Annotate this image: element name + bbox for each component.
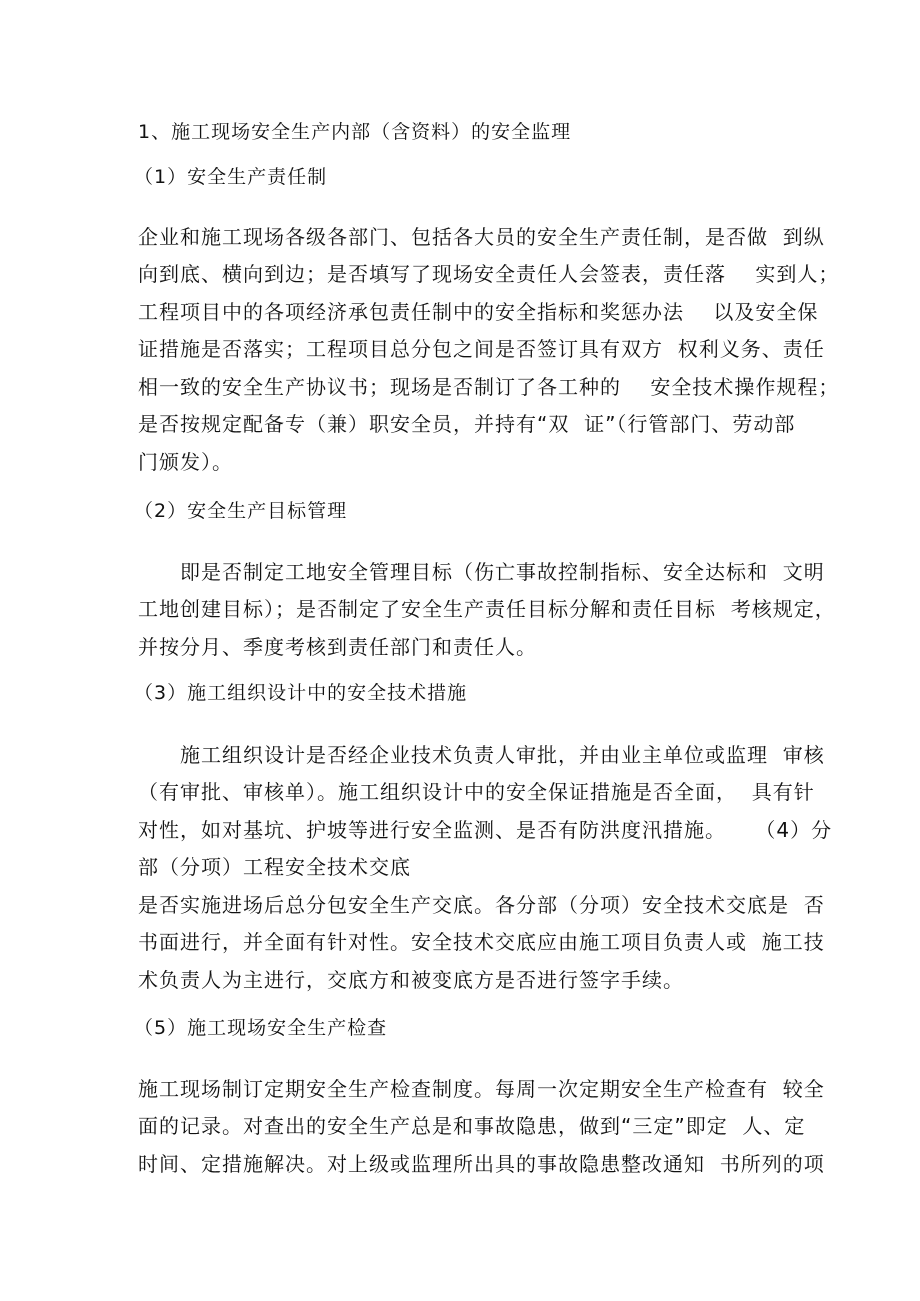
subsection-heading-3: （3）施工组织设计中的安全技术措施 bbox=[134, 682, 468, 704]
paragraph-line: 对性，如对基坑、护坡等进行安全监测、是否有防洪度汛措施。 （4）分 bbox=[138, 818, 833, 842]
paragraph-line: 施工组织设计是否经企业技术负责人审批，并由业主单位或监理 审核 bbox=[180, 743, 825, 767]
paragraph-line: 并按分月、季度考核到责任部门和责任人。 bbox=[138, 635, 537, 659]
subsection-heading-2: （2）安全生产目标管理 bbox=[134, 500, 348, 522]
paragraph-line: 部（分项）工程安全技术交底 bbox=[138, 855, 411, 879]
paragraph-line: 即是否制定工地安全管理目标（伤亡事故控制指标、安全达标和 文明 bbox=[180, 560, 825, 584]
paragraph-line: 施工现场制订定期安全生产检查制度。每周一次定期安全生产检查有 较全 bbox=[138, 1077, 825, 1101]
paragraph-line: （有审批、审核单）。施工组织设计中的安全保证措施是否全面， 具有针 bbox=[138, 780, 815, 804]
paragraph-line: 是否实施进场后总分包安全生产交底。各分部（分项）安全技术交底是 否 bbox=[138, 893, 825, 917]
paragraph-line: 门颁发）。 bbox=[138, 450, 233, 474]
subsection-heading-1: （1）安全生产责任制 bbox=[134, 166, 328, 188]
paragraph-line: 企业和施工现场各级各部门、包括各大员的安全生产责任制，是否做 到纵 bbox=[138, 225, 825, 249]
paragraph-line: 向到底、横向到边；是否填写了现场安全责任人会签表，责任落 实到人； bbox=[138, 262, 840, 286]
paragraph-line: 工地创建目标）；是否制定了安全生产责任目标分解和责任目标 考核规定， bbox=[138, 597, 836, 621]
section-title: 1、施工现场安全生产内部（含资料）的安全监理 bbox=[138, 121, 572, 143]
subsection-heading-5: （5）施工现场安全生产检查 bbox=[134, 1017, 388, 1039]
paragraph-line: 证措施是否落实；工程项目总分包之间是否签订具有双方 权利义务、责任 bbox=[138, 337, 825, 361]
paragraph-line: 面的记录。对查出的安全生产总是和事故隐患，做到“三定”即定 人、定 bbox=[138, 1114, 806, 1138]
paragraph-line: 术负责人为主进行，交底方和被变底方是否进行签字手续。 bbox=[138, 968, 684, 992]
paragraph-line: 时间、定措施解决。对上级或监理所出具的事故隐患整改通知 书所列的项 bbox=[138, 1152, 825, 1176]
paragraph-line: 书面进行，并全面有针对性。安全技术交底应由施工项目负责人或 施工技 bbox=[138, 930, 825, 954]
paragraph-line: 工程项目中的各项经济承包责任制中的安全指标和奖惩办法 以及安全保 bbox=[138, 300, 819, 324]
paragraph-line: 是否按规定配备专（兼）职安全员，并持有“双 证”（行管部门、劳动部 bbox=[138, 412, 796, 436]
paragraph-line: 相一致的安全生产协议书；现场是否制订了各工种的 安全技术操作规程； bbox=[138, 375, 840, 399]
